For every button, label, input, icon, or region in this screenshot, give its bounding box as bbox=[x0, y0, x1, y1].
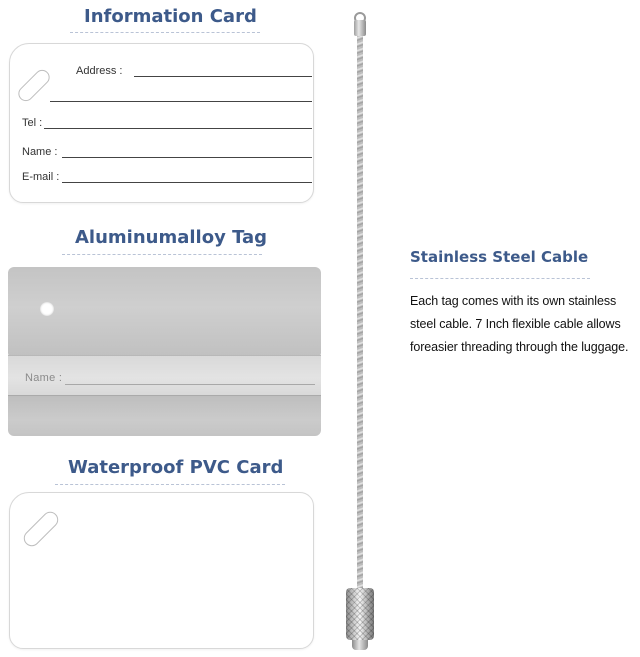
aluminum-tag-title: Aluminumalloy Tag bbox=[75, 227, 268, 248]
tel-line bbox=[44, 128, 312, 129]
info-card-title-underline bbox=[70, 32, 260, 33]
address-label: Address : bbox=[76, 65, 123, 77]
cable-connector-cap bbox=[352, 640, 368, 650]
aluminum-tag-title-underline bbox=[62, 254, 262, 255]
address-line-2 bbox=[50, 101, 312, 102]
cable-description-line-2: steel cable. 7 Inch flexible cable allows bbox=[410, 317, 621, 331]
aluminum-name-line bbox=[65, 384, 315, 385]
pvc-card-title: Waterproof PVC Card bbox=[68, 457, 284, 478]
cable-description-line-3: foreasier threading through the luggage. bbox=[410, 340, 629, 354]
steel-cable-title: Stainless Steel Cable bbox=[410, 248, 589, 266]
name-label: Name : bbox=[22, 146, 58, 158]
card-slot-hole bbox=[15, 67, 52, 104]
cable-screw-connector bbox=[346, 588, 374, 640]
email-label: E-mail : bbox=[22, 171, 60, 183]
address-line-1 bbox=[134, 76, 312, 77]
info-card-title: Information Card bbox=[84, 6, 257, 27]
information-card bbox=[9, 43, 314, 203]
pvc-card bbox=[9, 492, 314, 649]
pvc-card-slot-hole bbox=[20, 508, 61, 549]
aluminum-tag-front-plate bbox=[8, 395, 321, 436]
pvc-card-title-underline bbox=[55, 484, 285, 485]
aluminum-tag-hole bbox=[40, 302, 54, 316]
aluminum-name-label: Name : bbox=[25, 372, 63, 384]
steel-cable bbox=[357, 36, 363, 592]
cable-description-line-1: Each tag comes with its own stainless bbox=[410, 294, 617, 308]
cable-top-cap bbox=[354, 20, 366, 36]
tel-label: Tel : bbox=[22, 117, 43, 129]
email-line bbox=[62, 182, 312, 183]
steel-cable-title-underline bbox=[410, 278, 590, 279]
aluminum-tag-back-plate bbox=[8, 267, 321, 357]
name-line bbox=[62, 157, 312, 158]
